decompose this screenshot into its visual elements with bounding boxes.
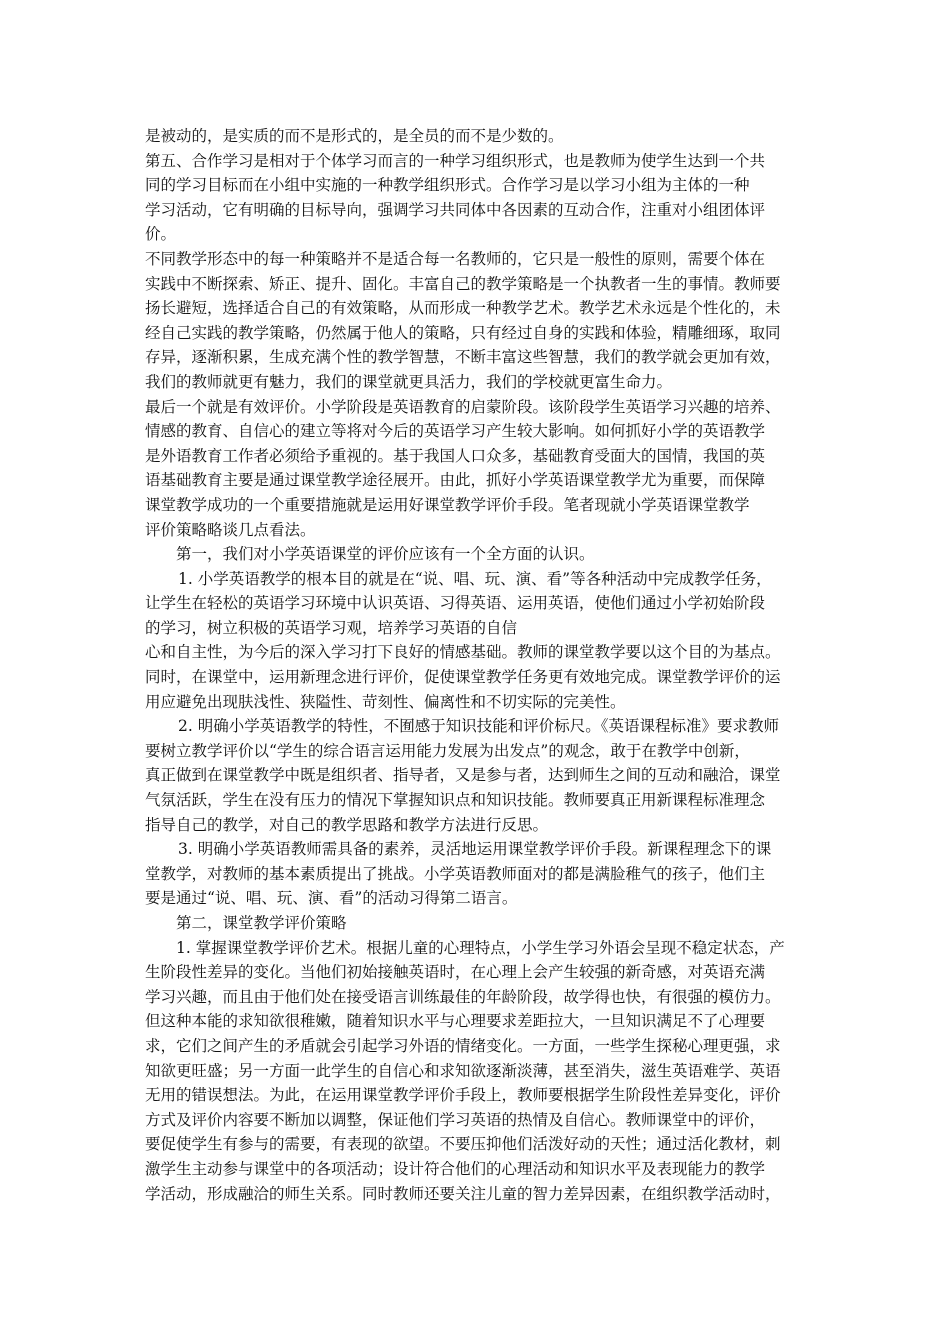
text-line: 我们的教师就更有魅力，我们的课堂就更具活力，我们的学校就更富生命力。 xyxy=(145,372,673,391)
text-line: 指导自己的教学，对自己的教学思路和教学方法进行反思。 xyxy=(145,815,549,834)
text-line: 是外语教育工作者必须给予重视的。基于我国人口众多，基础教育受面大的国情，我国的英 xyxy=(145,446,766,465)
text-line: 1. 小学英语教学的根本目的就是在“说、唱、玩、演、看”等各种活动中完成教学任务， xyxy=(178,569,772,588)
text-line: 学活动，形成融洽的师生关系。同时教师还要关注儿童的智力差异因素，在组织教学活动时， xyxy=(145,1184,781,1203)
text-line: 情感的教育、自信心的建立等将对今后的英语学习产生较大影响。如何抓好小学的英语教学 xyxy=(145,422,766,441)
text-line: 要树立教学评价以“学生的综合语言运用能力发展为出发点”的观念，敢于在教学中创新， xyxy=(145,741,750,760)
text-line: 经自己实践的教学策略，仍然属于他人的策略，只有经过自身的实践和体验，精雕细琢，取同 xyxy=(145,323,781,342)
text-line: 第一，我们对小学英语课堂的评价应该有一个全方面的认识。 xyxy=(176,545,595,564)
text-line: 气氛活跃，学生在没有压力的情况下掌握知识点和知识技能。教师要真正用新课程标准理念 xyxy=(145,791,766,810)
text-line: 存异，逐渐积累，生成充满个性的教学智慧，不断丰富这些智慧，我们的教学就会更加有效， xyxy=(145,348,781,367)
text-line: 课堂教学成功的一个重要措施就是运用好课堂教学评价手段。笔者现就小学英语课堂教学 xyxy=(145,495,750,514)
text-line: 方式及评价内容要不断加以调整，保证他们学习英语的热情及自信心。教师课堂中的评价， xyxy=(145,1110,766,1129)
text-line: 的学习，树立积极的英语学习观，培养学习英语的自信 xyxy=(145,618,518,637)
text-line: 真正做到在课堂教学中既是组织者、指导者，又是参与者，达到师生之间的互动和融洽，课堂 xyxy=(145,766,781,785)
text-line: 无用的错误想法。为此，在运用课堂教学评价手段上，教师要根据学生阶段性差异变化，评价 xyxy=(145,1086,781,1105)
text-line: 1. 掌握课堂教学评价艺术。根据儿童的心理特点，小学生学习外语会呈现不稳定状态，产 xyxy=(176,938,785,957)
text-line: 是被动的，是实质的而不是形式的，是全员的而不是少数的。 xyxy=(145,127,564,145)
text-line: 但这种本能的求知欲很稚嫩，随着知识水平与心理要求差距拉大，一旦知识满足不了心理要 xyxy=(145,1012,766,1031)
text-line: 学习兴趣，而且由于他们处在接受语言训练最佳的年龄阶段，故学得也快，有很强的模仿力。 xyxy=(145,987,781,1006)
text-line: 不同教学形态中的每一种策略并不是适合每一名教师的，它只是一般性的原则，需要个体在 xyxy=(145,249,766,268)
text-line: 2. 明确小学英语教学的特性，不囿感于知识技能和评价标尺。《英语课程标准》要求教师 xyxy=(178,717,779,736)
text-line: 心和自主性，为今后的深入学习打下良好的情感基础。教师的课堂教学要以这个目的为基点。 xyxy=(145,643,781,662)
text-line: 要促使学生有参与的需要，有表现的欲望。不要压抑他们活泼好动的天性；通过活化教材，刺 xyxy=(145,1135,781,1154)
text-line: 让学生在轻松的英语学习环境中认识英语、习得英语、运用英语，使他们通过小学初始阶段 xyxy=(145,594,766,613)
text-line: 第五、合作学习是相对于个体学习而言的一种学习组织形式，也是教师为使学生达到一个共 xyxy=(145,151,766,170)
text-line: 同的学习目标而在小组中实施的一种教学组织形式。合作学习是以学习小组为主体的一种 xyxy=(145,176,750,195)
text-line: 要是通过“说、唱、玩、演、看”的活动习得第二语言。 xyxy=(145,889,518,908)
text-line: 激学生主动参与课堂中的各项活动；设计符合他们的心理活动和知识水平及表现能力的教学 xyxy=(145,1159,766,1178)
text-line: 3. 明确小学英语教师需具备的素养，灵活地运用课堂教学评价手段。新课程理念下的课 xyxy=(178,840,772,859)
text-line: 生阶段性差异的变化。当他们初始接触英语时，在心理上会产生较强的新奇感，对英语充满 xyxy=(145,963,766,982)
text-line: 语基础教育主要是通过课堂教学途径展开。由此，抓好小学英语课堂教学尤为重要，而保障 xyxy=(145,471,766,490)
text-line: 实践中不断探索、矫正、提升、固化。丰富自己的教学策略是一个执教者一生的事情。教师要 xyxy=(145,274,781,293)
text-line: 同时，在课堂中，运用新理念进行评价，促使课堂教学任务更有效地完成。课堂教学评价的运 xyxy=(145,668,781,687)
text-line: 评价策略略谈几点看法。 xyxy=(145,520,316,539)
text-line: 知欲更旺盛；另一方面一此学生的自信心和求知欲逐渐淡薄，甚至消失，滋生英语难学、英语 xyxy=(145,1061,781,1080)
text-line: 用应避免出现肤浅性、狭隘性、苛刻性、偏离性和不切实际的完美性。 xyxy=(145,692,626,711)
text-line: 学习活动，它有明确的目标导向，强调学习共同体中各因素的互动合作，注重对小组团体评 xyxy=(145,200,766,219)
text-line: 价。 xyxy=(145,225,177,244)
text-line: 最后一个就是有效评价。小学阶段是英语教育的启蒙阶段。该阶段学生英语学习兴趣的培养、 xyxy=(145,397,781,416)
text-line: 第二，课堂教学评价策略 xyxy=(176,914,347,932)
text-line: 求，它们之间产生的矛盾就会引起学习外语的情绪变化。一方面，一些学生探秘心理更强，求 xyxy=(145,1036,781,1055)
text-line: 扬长避短，选择适合自己的有效策略，从而形成一种教学艺术。教学艺术永远是个性化的，未 xyxy=(145,299,781,318)
document-page xyxy=(145,124,810,1206)
text-line: 堂教学，对教师的基本素质提出了挑战。小学英语教师面对的都是满脸稚气的孩子，他们主 xyxy=(145,864,766,883)
